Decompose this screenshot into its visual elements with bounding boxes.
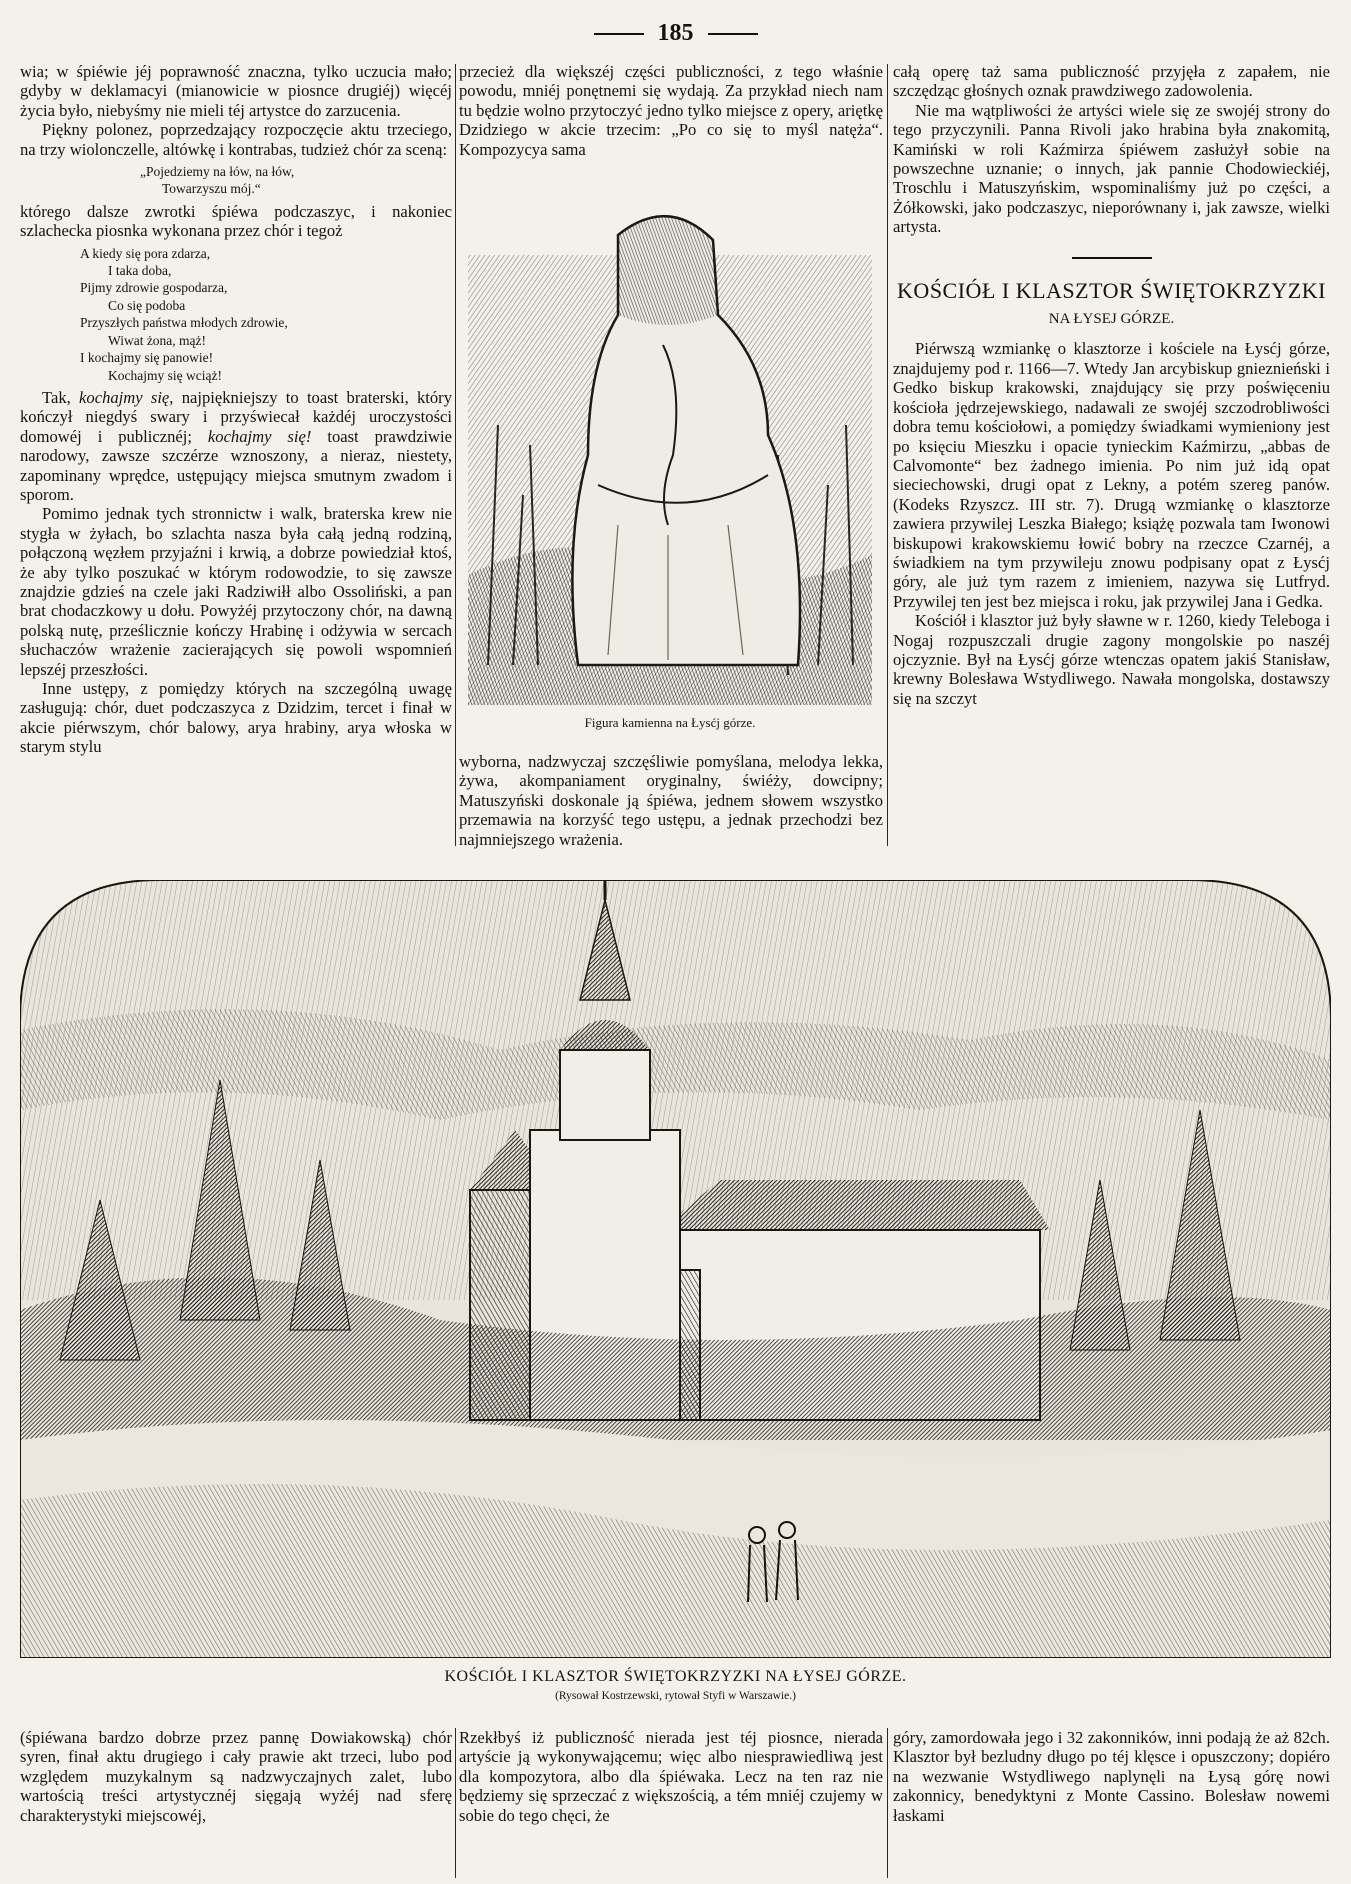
verse-line: Przyszłych państwa młodych zdrowie, — [80, 315, 288, 331]
column-1-bottom — [20, 1728, 452, 1825]
column-3-bottom — [893, 1728, 1330, 1825]
paragraph: Nie ma wątpliwości że artyści wiele się ze swojéj strony do tego przyczynili. Panna Rivoli jako hrabina była znakomitą, Kamiński w roli Kaźmirza śpiéwem zasłużył sobie na powszechne uznanie; o innych, jak pannie Chodowieckiéj, Troschlu i Matuszyńskim, wspominaliśmy już po części, a Żółkowski, jako podczaszyc, nieporównany i, jak zawsze, wielki artysta. — [893, 100, 1330, 237]
emphasis: kochajmy się! — [207, 426, 312, 446]
column-rule — [887, 1728, 888, 1878]
column-2 — [459, 62, 883, 159]
emphasis: kochajmy się, — [79, 387, 174, 407]
column-1 — [20, 62, 452, 757]
page-number-text: 185 — [657, 20, 694, 46]
page-number-rule-left — [594, 33, 644, 35]
paragraph: góry, zamordowała jego i 32 zakonników, inni podają że aż 82ch. Klasztor był bezludny długo po téj klęsce i opuszczony; dopiéro na wezwanie Wstydliwego naplynęli na Łysą górę nowi zakonnicy, benedyktyni z Monte Cassino. Bolesław nowemi łaskami — [893, 1728, 1330, 1825]
article-subheadline: NA ŁYSEJ GÓRZE. — [1048, 311, 1175, 328]
paragraph: Pomimo jednak tych stronnictw i walk, braterska krew nie stygła w żyłach, bo szlachta nasza była całą jedną rodziną, połączoną węzłem przyjaźni i krwią, a dobrze powiedział ktoś, że aby tylko poszukać w którym rodowodzie, to się zawsze znajdzie gdzieś na czele jaki Radziwiłł albo Ossoliński, a pan brat chodaczkowy u dołu. Powyżéj przytoczony chór, na dawną polską nutę, prześlicznie kończy Hrabinę i odżywia w sercach słuchaczów wrażenie zacierających się powoli wspomnień lepszéj przeszłości. — [20, 504, 452, 679]
column-rule — [455, 1728, 456, 1878]
text-run: Tak, — [42, 387, 71, 407]
figure-monastery-engraving — [20, 880, 1331, 1658]
paragraph: Inne ustępy, z pomiędzy których na szczególną uwagę zasługują: chór, duet podczaszyca z Dzidzim, tercet i finał w akcie piérwszym, chór balowy, arya hrabiny, arya włoska w starym stylu — [20, 679, 452, 757]
verse-line: Co się podoba — [108, 297, 186, 313]
paragraph: którego dalsze zwrotki śpiéwa podczaszyc, i nakoniec szlachecka piosnka wykonana przez chór i tegoż — [20, 201, 452, 241]
paragraph: Rzekłbyś iż publiczność nierada jest téj piosnce, nierada artyście ją wykonywającemu; więc albo niesprawiedliwą jest dla kompozytora, albo dla śpiéwaka. Lecz na ten raz nie będziemy się sprzeczać z większością, a tém mniéj czujemy w sobie do tego chęci, że — [459, 1728, 883, 1825]
page-number — [0, 20, 1351, 47]
text-run: toast prawdziwie narodowy, zawsze szczérze wznoszony, a nieraz, niestety, zapominany wprędce, ustępujący miejsca smutnym zwadom i sporom. — [20, 426, 453, 504]
figure-caption: Figura kamienna na Łysćj górze. — [584, 715, 756, 730]
column-rule — [887, 64, 888, 846]
paragraph — [20, 388, 452, 504]
verse-line: I kochajmy się panowie! — [80, 350, 214, 366]
column-2-continued — [459, 752, 883, 849]
engraving-stone-figure — [468, 195, 872, 705]
text-run: najpiękniejszy to toast braterski, który kończył niegdyś swary i przyświecał każdéj uroczystości domowéj i publicznéj; — [20, 387, 452, 446]
verse-chorus — [20, 163, 452, 198]
figure-stone-statue — [468, 195, 872, 730]
article-headline: KOŚCIÓŁ I KLASZTOR ŚWIĘTOKRZYZKI — [897, 277, 1326, 303]
verse-line: A kiedy się pora zdarza, — [80, 245, 211, 261]
paragraph: (śpiéwana bardzo dobrze przez pannę Dowiakowską) chór syren, finał aktu drugiego i cały prawie akt trzeci, lubo pod względem muzykalnym są nadzwyczajnych zalet, lubo wartością treści artystycznéj sięgają wyżéj nad sferę charakterystyki miejscowéj, — [20, 1728, 452, 1825]
verse-line: Kochajmy się wciąż! — [108, 367, 222, 383]
paragraph: wyborna, nadzwyczaj szczęśliwie pomyślana, melodya lekka, żywa, akompaniament oryginalny, świéży, dowcipny; Matuszyński doskonale ją śpiéwa, jednem słowem wszystko przemawia na korzyść tego ustępu, a jednak przechodzi bez najmniejszego wrażenia. — [459, 752, 883, 849]
paragraph: Piękny polonez, poprzedzający rozpoczęcie aktu trzeciego, na trzy wiolonczelle, altówkę i kontrabas, tudzież chór za sceną: — [20, 120, 452, 159]
paragraph: wia; w śpiéwie jéj poprawność znaczna, tylko uczucia mało; gdyby w deklamacyi (mianowicie w piosnce drugiéj) więcéj życia było, niebyśmy nie mieli téj artystce do zarzucenia. — [20, 62, 452, 120]
column-rule — [455, 64, 456, 846]
verse-song — [20, 245, 452, 384]
paragraph: całą operę taż sama publiczność przyjęła z zapałem, nie szczędząc głośnych oznak prawdziwego zadowolenia. — [893, 62, 1330, 101]
column-3 — [893, 62, 1330, 708]
verse-line: Wiwat żona, mąż! — [108, 332, 207, 348]
section-divider — [1072, 257, 1152, 259]
verse-line: Towarzyszu mój.“ — [162, 181, 261, 197]
engraving-church-monastery — [20, 880, 1331, 1658]
column-2-bottom — [459, 1728, 883, 1825]
verse-line: I taka doba, — [108, 263, 172, 279]
verse-line: „Pojedziemy na łów, na łów, — [140, 164, 295, 180]
paragraph: Piérwszą wzmiankę o klasztorze i kościele na Łysćj górze, znajdujemy pod r. 1166—7. Wtedy Jan arcybiskup gnieznieński i Gedko biskup krakowski, znajdujący się przy poświęceniu kościoła jędrzejewskiego, nadawali ze swojéj szczodrobliwości dobra temu kościołowi, a pomiędzy świadkami wymieniony jest po księciu Mieszku i opacie tynieckim Kaźmirzu, „abbas de Calvomonte“ bez żadnego imienia. Po nim już idą opat sieciechowski, drugi opat z Lekny, a potém szereg panów. (Kodeks Rzyszcz. III str. 7). Drugą wzmiankę o klasztorze zawiera przywilej Leszka Białego; książę pozwala tam Iwonowi biskupowi krakowskiemu łowić bobry na rzeczce Czarnéj, a świadkiem na tym przywileju znowu podpisany opat z Łysćj góry, ale już tym razem z imieniem, nazywa się Lutfryd. Przywilej ten jest bez miejsca i roku, jak przywilej Jana i Gedka. — [893, 339, 1330, 611]
paragraph: przecież dla większéj części publiczności, z tego właśnie powodu, mniéj ponętnemi się wydają. Za przykład niech nam tu będzie wolno przytoczyć jedno tylko miejsce z opery, ariętkę Dzidziego w akcie trzecim: „Po co się to myśl natęża“. Kompozycya sama — [459, 62, 883, 159]
paragraph: Kościół i klasztor już były sławne w r. 1260, kiedy Teleboga i Nogaj rozpuszczali drugie zagony mongolskie po naszéj ojczyznie. Był na Łysćj górze wtenczas opatem jakiś Stanisław, krewny Bolesława Wstydliwego. Nawała mongolska, dostawszy się na szczyt — [893, 611, 1330, 708]
verse-line: Pijmy zdrowie gospodarza, — [80, 280, 228, 296]
page-number-rule-right — [708, 33, 758, 35]
main-figure-caption: KOŚCIÓŁ I KLASZTOR ŚWIĘTOKRZYZKI NA ŁYSEJ GÓRZE. — [444, 1668, 907, 1685]
main-figure-credit: (Rysował Kostrzewski, rytował Styfi w Warszawie.) — [555, 1690, 796, 1702]
